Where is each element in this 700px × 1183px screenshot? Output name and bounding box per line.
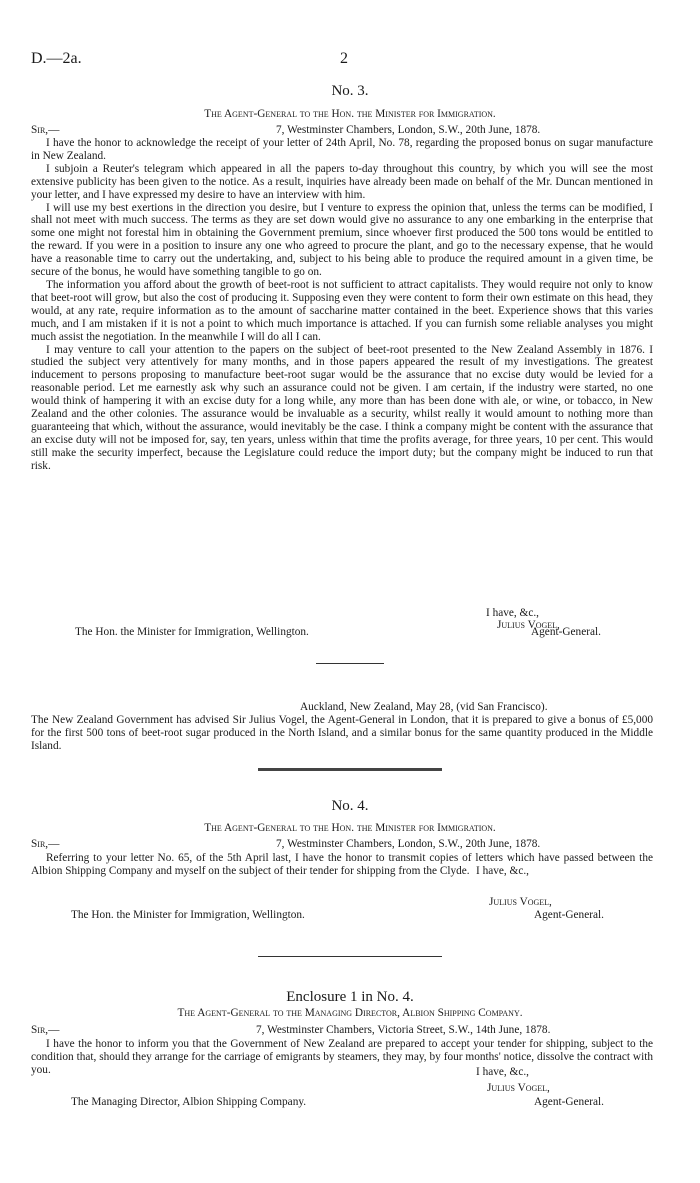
letter-body-enclosure	[31, 1038, 653, 1077]
signatory-title-no4: Agent-General.	[534, 909, 604, 921]
paragraph: I have the honor to acknowledge the receipt of your letter of 24th April, No. 78, regarding the proposed bonus on sugar manufacture in New Zealand.	[31, 137, 653, 162]
telegram-text	[31, 714, 653, 753]
page-number: 2	[340, 50, 348, 67]
divider	[258, 956, 442, 957]
paragraph: The information you afford about the growth of beet-root is not sufficient to attract capitalists. They would require not only to know that beet-root will grow, but also the cost of producing it. Supposing even they were content to form their own estimate on this head, they would, at any rate, require information as to the amount of saccharine matter contained in the beet. Experience shows that this varies much, and I am mistaken if it is not a point to which much importance is attached. If you can furnish some reliable analyses you might much assist the negotiation. In the meanwhile I will do all I can.	[31, 278, 653, 343]
paragraph: Referring to your letter No. 65, of the 5th April last, I have the honor to transmit copies of letters which have passed between the Albion Shipping Company and myself on the subject of their tender for shipping from the Clyde.	[31, 852, 653, 877]
paragraph: I may venture to call your attention to the papers on the subject of beet-root presented to the New Zealand Assembly in 1876. I studied the subject very attentively for many months, and in those papers appeared the result of my investigations. The greatest inducement to persons proposing to manufacture beet-root sugar would be the assurance that no excise duty would be levied for a reasonable period. Let me earnestly ask why such an assurance could not be given. I am certain, if the industry were started, no one would think of hampering it with an excise duty for a long while, any more than has been done with ale, or wine, or tobacco, in New Zealand and the other colonies. The assurance would be invaluable as a security, whilst really it would amount to nothing more than guaranteeing that which, without the assurance, would inevitably be the case. I think a company might be content with the assurance that an excise duty will not be imposed for, say, ten years, unless within that time the profits average, for three years, 10 per cent. This would still make the security imperfect, because the Legislature could reduce the import duty; but the company might be induced to run that risk.	[31, 343, 653, 472]
signature-no3: Julius Vogel,	[497, 619, 560, 631]
divider	[258, 768, 442, 771]
closing-no4: I have, &c.,	[476, 865, 530, 877]
section-subtitle-no3: The Agent-General to the Hon. the Minister for Immigration.	[204, 108, 496, 120]
closing-enclosure: I have, &c.,	[476, 1066, 530, 1078]
telegram-dateline: Auckland, New Zealand, May 28, (vid San Francisco).	[300, 701, 548, 713]
paragraph: I will use my best exertions in the direction you desire, but I venture to express the opinion that, unless the terms can be modified, I shall not meet with much success. The terms as they are set down would give no assurance to any one embarking in the enterprise that some one might not forestal him in obtaining the Government premium, since whoever first produced the 500 tons would be entitled to the reward. If you were in a position to insure any one who agreed to procure the plant, and go to the necessary expense, that he would have a reasonable time to carry out the undertaking, and, subject to his being able to produce the required amount in a given time, be secure of the bonus, he would have something tangible to go on.	[31, 201, 653, 279]
letter-body-no4	[31, 852, 653, 878]
signature-enclosure: Julius Vogel,	[487, 1082, 550, 1094]
address-enclosure: 7, Westminster Chambers, Victoria Street, S.W., 14th June, 1878.	[256, 1024, 551, 1036]
address-no4: 7, Westminster Chambers, London, S.W., 20th June, 1878.	[276, 838, 541, 850]
addressee-no4: The Hon. the Minister for Immigration, Wellington.	[71, 909, 305, 921]
addressee-enclosure: The Managing Director, Albion Shipping Company.	[71, 1096, 307, 1108]
section-subtitle-enclosure: The Agent-General to the Managing Director, Albion Shipping Company.	[177, 1007, 523, 1019]
address-no3: 7, Westminster Chambers, London, S.W., 20th June, 1878.	[276, 124, 541, 136]
addressee-no3: The Hon. the Minister for Immigration, Wellington.	[75, 626, 309, 638]
signatory-title-enclosure: Agent-General.	[534, 1096, 604, 1108]
section-title-no4: No. 4.	[331, 798, 369, 814]
section-title-enclosure: Enclosure 1 in No. 4.	[286, 989, 414, 1005]
salutation-enclosure: Sir,—	[31, 1024, 60, 1036]
paragraph: I have the honor to inform you that the Government of New Zealand are prepared to accept your tender for shipping, subject to the condition that, should they arrange for the carriage of emigrants by steamers, they may, by four months' notice, dissolve the contract with you.	[31, 1038, 653, 1076]
signatory-title-no3: Agent-General.	[531, 626, 601, 638]
section-title-no3: No. 3.	[331, 83, 369, 99]
paragraph: The New Zealand Government has advised Sir Julius Vogel, the Agent-General in London, that it is prepared to give a bonus of £5,000 for the first 500 tons of beet-root sugar produced in the North Island, and a similar bonus for the same quantity produced in the Middle Island.	[31, 714, 653, 752]
paragraph: I subjoin a Reuter's telegram which appeared in all the papers to-day throughout this country, by which you will see the most extensive publicity has been given to the notice. As a result, inquiries have already been made on behalf of the Mr. Duncan mentioned in your letter, and I have expressed my desire to have an interview with him.	[31, 162, 653, 201]
divider	[316, 663, 384, 664]
section-subtitle-no4: The Agent-General to the Hon. the Minister for Immigration.	[204, 822, 496, 834]
letter-body-no3	[31, 137, 653, 473]
salutation-no4: Sir,—	[31, 838, 60, 850]
signature-no4: Julius Vogel,	[489, 896, 552, 908]
salutation-no3: Sir,—	[31, 124, 60, 136]
closing-no3: I have, &c.,	[486, 607, 540, 619]
document-reference: D.—2a.	[31, 50, 82, 67]
